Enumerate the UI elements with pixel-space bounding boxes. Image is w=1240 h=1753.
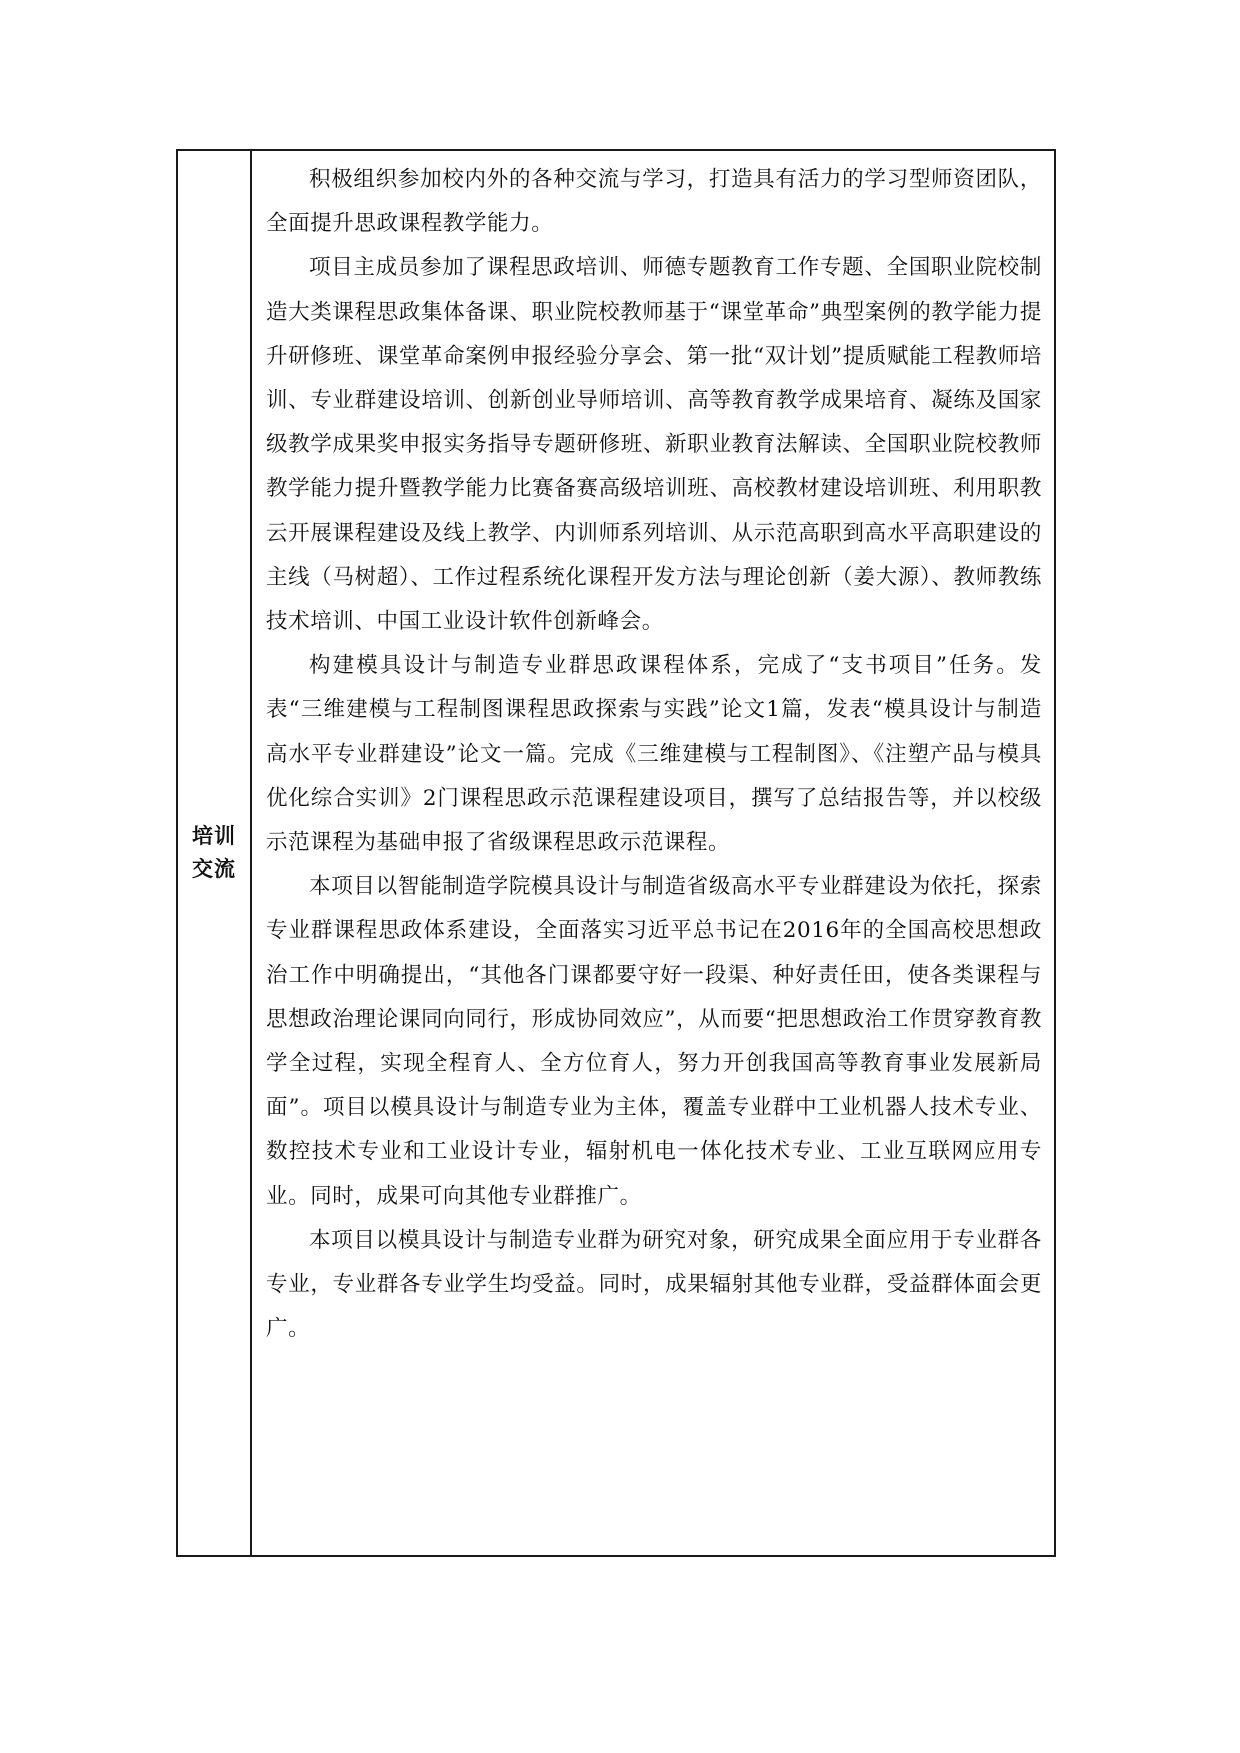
paragraph-project-basis: 本项目以智能制造学院模具设计与制造省级高水平专业群建设为依托，探索专业群课程思政体系建设，全面落实习近平总书记在2016年的全国高校思想政治工作中明确提出，“其他各门课都要守好一段渠、种好责任田，使各类课程与思想政治理论课同向同行，形成协同效应”，从而要“把思想政治工作贯穿教育教学全过程，实现全程育人、全方位育人，努力开创我国高等教育事业发展新局面”。项目以模具设计与制造专业为主体，覆盖专业群中工业机器人技术专业、数控技术专业和工业设计专业，辐射机电一体化技术专业、工业互联网应用专业。同时，成果可向其他专业群推广。 xyxy=(266,874,1042,1209)
paragraph-exchange-learning: 积极组织参加校内外的各种交流与学习，打造具有活力的学习型师资团队，全面提升思政课程教学能力。 xyxy=(266,167,1042,237)
section-label-cell xyxy=(178,151,252,1555)
section-label-line2: 交流 xyxy=(192,857,236,881)
section-content-cell xyxy=(252,151,1054,1555)
section-label xyxy=(192,820,236,886)
section-label-line1: 培训 xyxy=(192,824,236,848)
content-table xyxy=(176,149,1056,1557)
paragraph-curriculum-system: 构建模具设计与制造专业群思政课程体系，完成了“支书项目”任务。发表“三维建模与工程制图课程思政探索与实践”论文1篇，发表“模具设计与制造高水平专业群建设”论文一篇。完成《三维建模与工程制图》、《注塑产品与模具优化综合实训》2门课程思政示范课程建设项目，撰写了总结报告等，并以校级示范课程为基础申报了省级课程思政示范课程。 xyxy=(266,653,1042,856)
paragraph-research-object: 本项目以模具设计与制造专业群为研究对象，研究成果全面应用于专业群各专业，专业群各专业学生均受益。同时，成果辐射其他专业群，受益群体面会更广。 xyxy=(266,1227,1042,1342)
paragraph-training-list: 项目主成员参加了课程思政培训、师德专题教育工作专题、全国职业院校制造大类课程思政集体备课、职业院校教师基于“课堂革命”典型案例的教学能力提升研修班、课堂革命案例申报经验分享会、第一批“双计划”提质赋能工程教师培训、专业群建设培训、创新创业导师培训、高等教育教学成果培育、凝练及国家级教学成果奖申报实务指导专题研修班、新职业教育法解读、全国职业院校教师教学能力提升暨教学能力比赛备赛高级培训班、高校教材建设培训班、利用职教云开展课程建设及线上教学、内训师系列培训、从示范高职到高水平高职建设的主线（马树超）、工作过程系统化课程开发方法与理论创新（姜大源）、教师教练技术培训、中国工业设计软件创新峰会。 xyxy=(266,255,1042,635)
